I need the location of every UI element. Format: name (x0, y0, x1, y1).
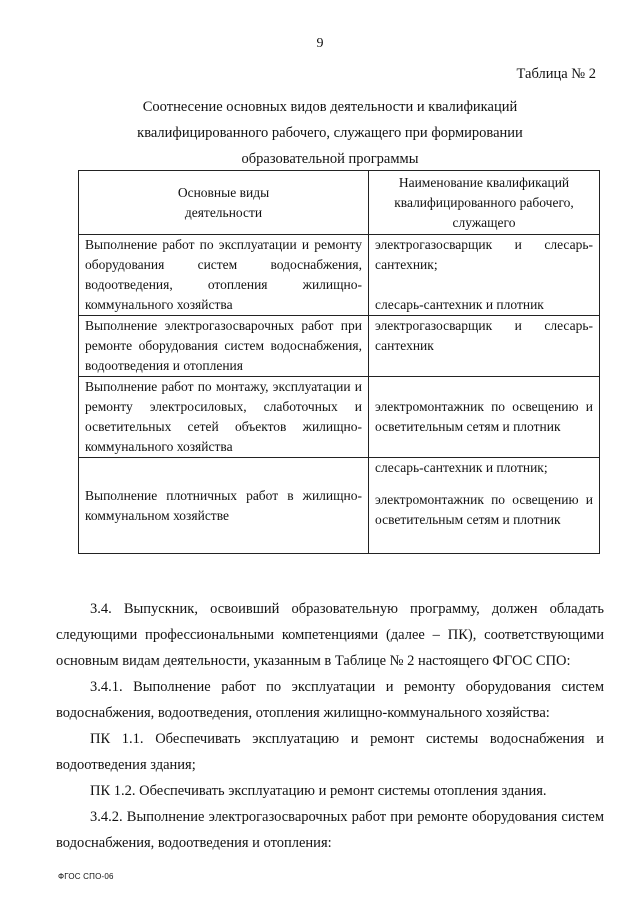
activity-cell: Выполнение электрогазосварочных работ при ремонте оборудования систем водоснабжения, водоотведения и отопления (79, 316, 369, 377)
qualification-cell: электромонтажник по освещению и осветительным сетям и плотник (369, 377, 600, 458)
table-title (60, 94, 600, 172)
paragraph-3-4-1: 3.4.1. Выполнение работ по эксплуатации и ремонту оборудования систем водоснабжения, водоотведения, отопления жилищно-коммунального хозяйства: (56, 679, 604, 721)
table-title-line: образовательной программы (241, 151, 419, 167)
activity-cell: Выполнение работ по монтажу, эксплуатации и ремонту электросиловых, слаботочных и осветительных сетей объектов жилищно-коммунального хозяйства (79, 377, 369, 458)
header-qualifications: Наименование квалификаций квалифицированного рабочего, служащего (369, 171, 600, 235)
activity-cell: Выполнение работ по эксплуатации и ремонту оборудования систем водоснабжения, водоотведения, отопления жилищно-коммунального хозяйства (79, 235, 369, 316)
table-header-row (79, 171, 600, 235)
qualification-text: слесарь-сантехник и плотник; (375, 460, 548, 475)
qualification-cell (369, 235, 600, 316)
paragraph-3-4-2: 3.4.2. Выполнение электрогазосварочных работ при ремонте оборудования систем водоснабжения, водоотведения и отопления: (56, 809, 604, 851)
table-row (79, 377, 600, 458)
header-activities: Основные виды деятельности (79, 171, 369, 235)
qualification-text: слесарь-сантехник и плотник (375, 297, 544, 312)
qualification-text: электромонтажник по освещению и осветительным сетям и плотник (375, 492, 593, 527)
table-row (79, 458, 600, 554)
table-number: Таблица № 2 (516, 66, 596, 82)
footer-code: ФГОС СПО-06 (58, 872, 114, 881)
activity-cell: Выполнение плотничных работ в жилищно-коммунальном хозяйстве (79, 458, 369, 554)
table-title-line: квалифицированного рабочего, служащего при формировании (137, 125, 523, 141)
page-number: 9 (316, 36, 324, 51)
qualifications-table (78, 170, 600, 554)
qualification-cell (369, 458, 600, 554)
paragraph-3-4: 3.4. Выпускник, освоивший образовательную программу, должен обладать следующими профессиональными компетенциями (далее – ПК), соответствующими основным видам деятельности, указанным в Таблице № 2 настоящего ФГОС СПО: (56, 601, 604, 669)
paragraph-pk-1-2: ПК 1.2. Обеспечивать эксплуатацию и ремонт системы отопления здания. (90, 783, 547, 799)
qualification-text: электрогазосварщик и слесарь-сантехник; (375, 237, 593, 272)
paragraph-pk-1-1: ПК 1.1. Обеспечивать эксплуатацию и ремонт системы водоснабжения и водоотведения здания; (56, 731, 604, 773)
table-title-line: Соотнесение основных видов деятельности и квалификаций (142, 99, 518, 115)
table-row (79, 316, 600, 377)
qualification-cell: электрогазосварщик и слесарь-сантехник (369, 316, 600, 377)
table-row (79, 235, 600, 316)
